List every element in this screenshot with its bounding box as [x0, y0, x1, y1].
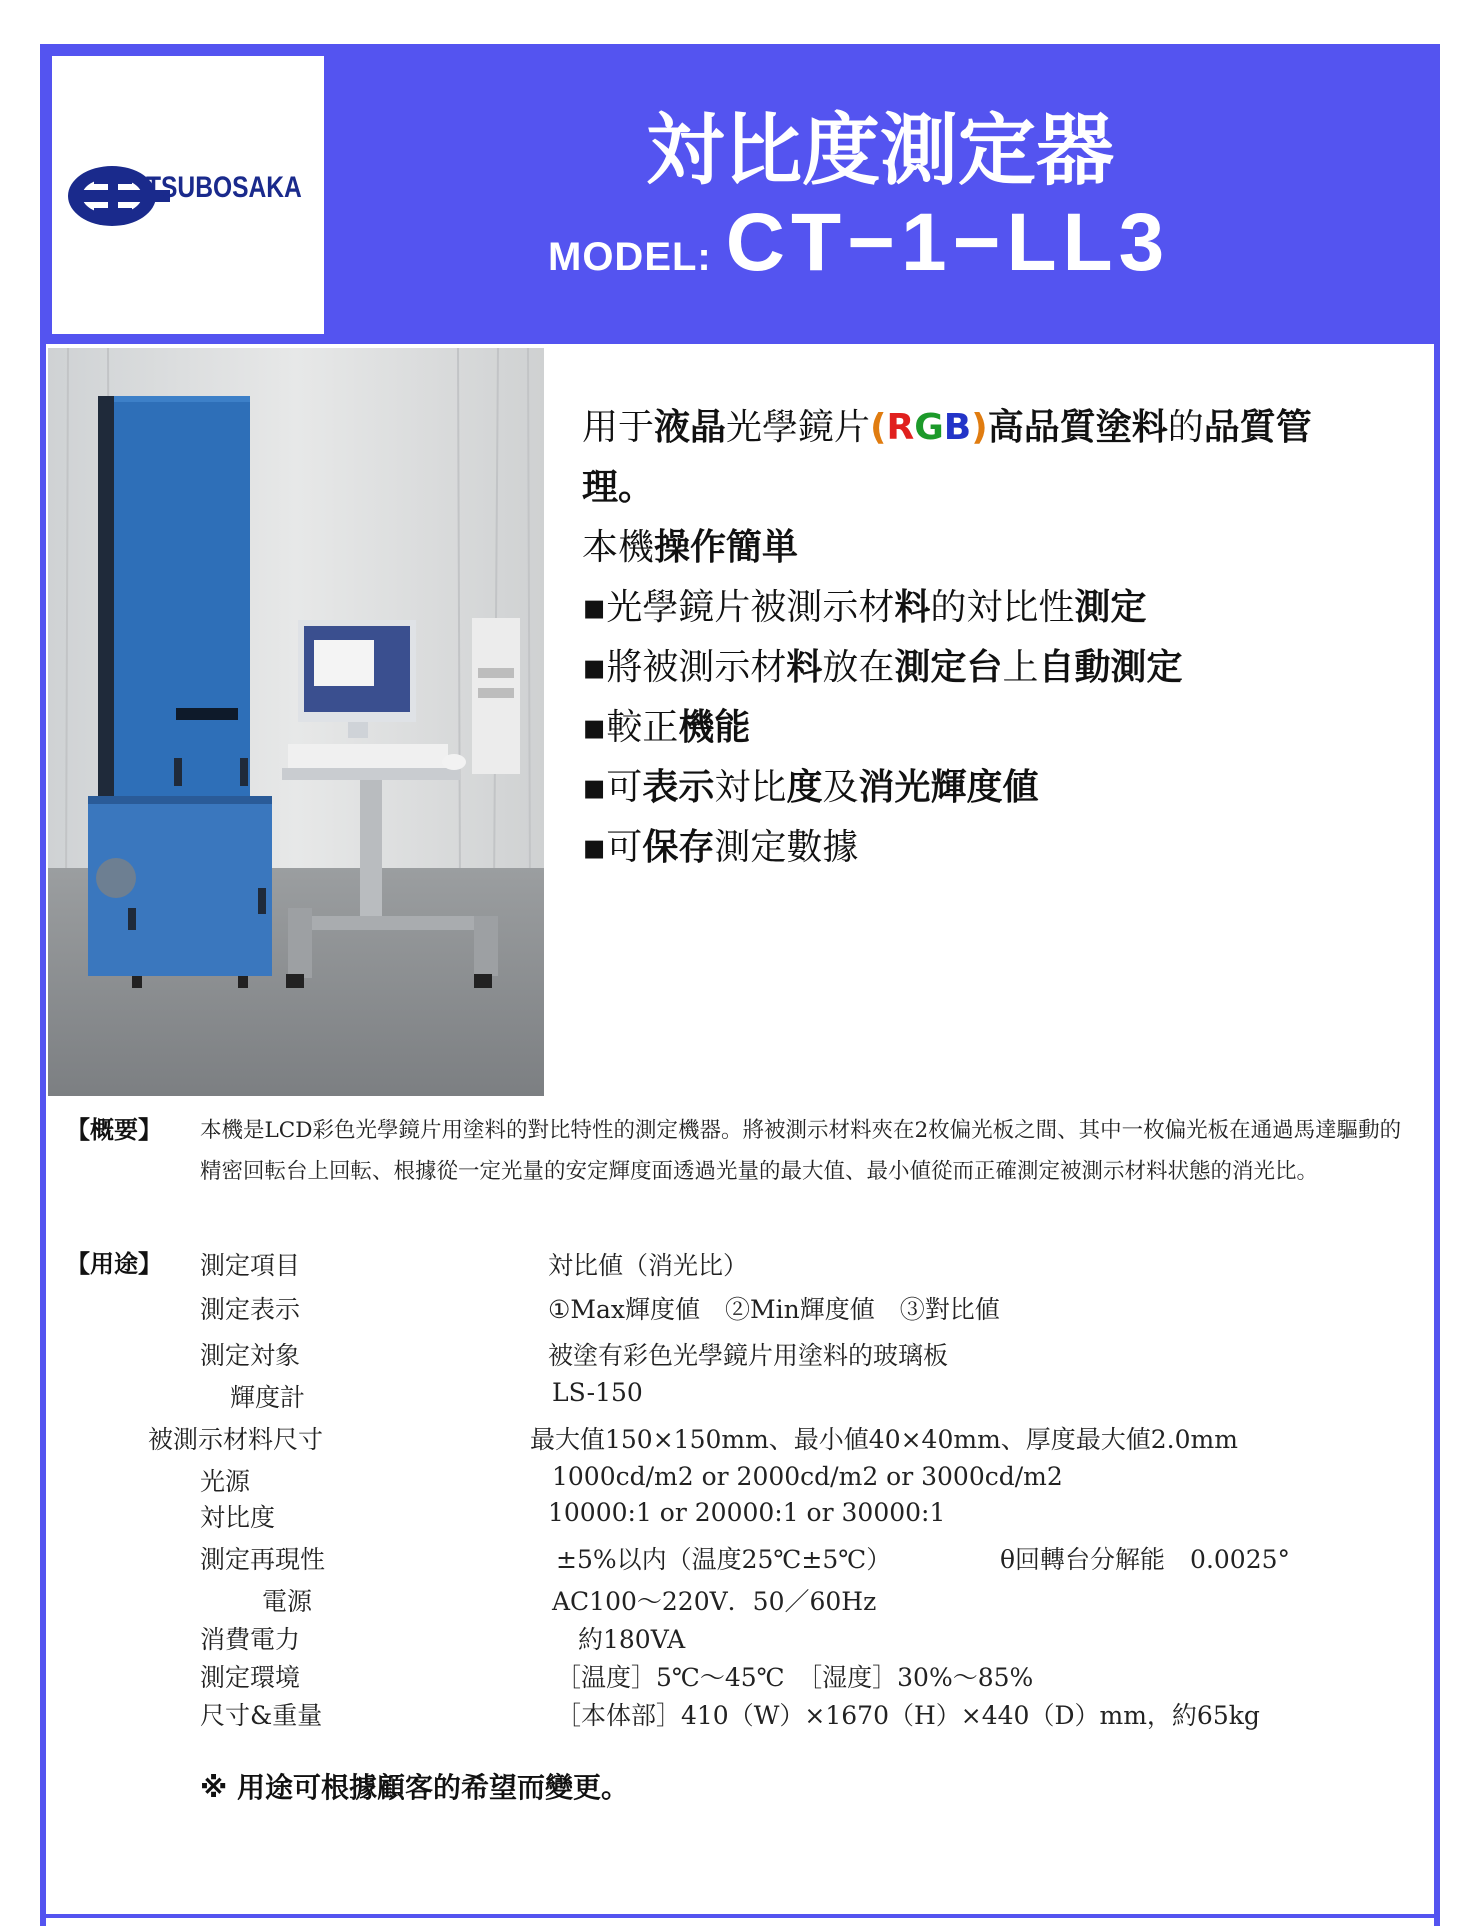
spec-key: 測定再現性 [200, 1545, 326, 1574]
feature-text: 測定數據 [714, 827, 859, 868]
feature-text: 表示 [642, 767, 715, 808]
feature-text: 品質管 [1203, 407, 1312, 448]
spec-key: 輝度計 [230, 1383, 306, 1412]
spec-value: 約180VA [578, 1625, 686, 1654]
feature-line-3 [582, 518, 1432, 578]
spec-value: ［本体部］410（W）×1670（H）×440（D）mm，約65kg [556, 1701, 1260, 1730]
spec-value: AC100～220V．50／60Hz [552, 1587, 877, 1616]
feature-line-2: 理。 [582, 467, 655, 508]
page-title: 対比度測定器 [645, 106, 1114, 196]
feature-line-8 [582, 818, 1432, 878]
feature-text: 操作簡単 [654, 527, 799, 568]
spec-value: ±5%以内（温度25℃±5℃） [556, 1545, 892, 1574]
model-line [548, 196, 1170, 290]
bottom-rule [40, 1914, 1440, 1918]
logo-wordmark: TSUBOSAKA [146, 171, 302, 204]
spec-value: 10000:1 or 20000:1 or 30000:1 [548, 1498, 946, 1527]
feature-letter-r: R [886, 407, 915, 448]
spec-value: ①Max輝度値 ②Min輝度値 ③對比値 [548, 1295, 1000, 1324]
spec-key: 測定対象 [200, 1341, 301, 1370]
spec-key: 電源 [262, 1587, 313, 1616]
feature-text: 測定 [1074, 587, 1147, 628]
feature-text: 機能 [678, 707, 751, 748]
feature-text: ▪較正 [582, 707, 679, 748]
feature-text: 本機 [582, 527, 655, 568]
feature-text: 消光輝度値 [858, 767, 1039, 808]
spec-extra: θ回轉台分解能 0.0025° [1000, 1545, 1291, 1574]
spec-key: 消費電力 [200, 1625, 301, 1654]
summary-label: 【概要】 [66, 1116, 162, 1144]
feature-text: ▪光學鏡片被測示材 [582, 587, 895, 628]
feature-text: 高品質塗料 [987, 407, 1168, 448]
spec-value: 1000cd/m2 or 2000cd/m2 or 3000cd/m2 [552, 1462, 1063, 1491]
spec-value: ［温度］5℃～45℃ ［湿度］30%～85% [556, 1663, 1034, 1692]
feature-text: 度 [786, 767, 823, 808]
spec-value: 最大值150×150mm、最小値40×40mm、厚度最大値2.0mm [530, 1425, 1238, 1454]
feature-text: ( [870, 407, 887, 448]
feature-line-7 [582, 758, 1432, 818]
feature-text: 液晶 [654, 407, 727, 448]
feature-letter-b: B [943, 407, 972, 448]
spec-key: 測定項目 [200, 1251, 301, 1280]
feature-line-4 [582, 578, 1432, 638]
feature-text: 放在 [822, 647, 895, 688]
spec-key: 測定環境 [200, 1663, 301, 1692]
usage-label: 【用途】 [66, 1250, 162, 1278]
feature-text: 料 [894, 587, 931, 628]
spec-key: 対比度 [200, 1503, 276, 1532]
feature-line-1 [582, 398, 1432, 458]
feature-list [582, 398, 1432, 878]
feature-line-5 [582, 638, 1432, 698]
footnote: ※ 用途可根據顧客的希望而變更。 [200, 1771, 629, 1804]
feature-text: 料 [786, 647, 823, 688]
feature-text: 上 [1002, 647, 1039, 688]
feature-letter-g: G [914, 407, 944, 448]
spec-value: 対比値（消光比） [548, 1251, 749, 1280]
feature-text: 光學鏡片 [726, 407, 871, 448]
feature-text: 的 [1167, 407, 1204, 448]
feature-text: ▪可 [582, 767, 643, 808]
feature-text: 保存 [642, 827, 715, 868]
feature-line-6 [582, 698, 1432, 758]
model-label: MODEL: [548, 235, 712, 279]
feature-text: 測定台 [894, 647, 1003, 688]
feature-text: 及 [822, 767, 859, 808]
feature-text: ) [971, 407, 988, 448]
feature-text: 的対比性 [930, 587, 1075, 628]
company-logo [52, 56, 324, 334]
feature-text: 用于 [582, 407, 655, 448]
spec-key: 測定表示 [200, 1295, 301, 1324]
spec-key: 尺寸&重量 [200, 1701, 323, 1730]
feature-text: 自動測定 [1038, 647, 1183, 688]
feature-text: ▪將被測示材 [582, 647, 787, 688]
feature-text: 対比 [714, 767, 787, 808]
product-photo [48, 348, 544, 1096]
spec-key: 被測示材料尺寸 [148, 1425, 324, 1454]
spec-key: 光源 [200, 1467, 251, 1496]
spec-value: LS-150 [552, 1378, 643, 1407]
spec-value: 被塗有彩色光學鏡片用塗料的玻璃板 [548, 1341, 949, 1370]
summary-text: 本機是LCD彩色光學鏡片用塗料的對比特性的測定機器。將被測示材料夾在2枚偏光板之間、其中一枚偏光板在通過馬達驅動的精密回転台上回転、根據從一定光量的安定輝度面透過光量的最大值、最小値從而正確測定被測示材料状態的消光比。 [200, 1118, 1402, 1184]
model-value: CT−1−LL3 [725, 197, 1171, 288]
feature-text: ▪可 [582, 827, 643, 868]
